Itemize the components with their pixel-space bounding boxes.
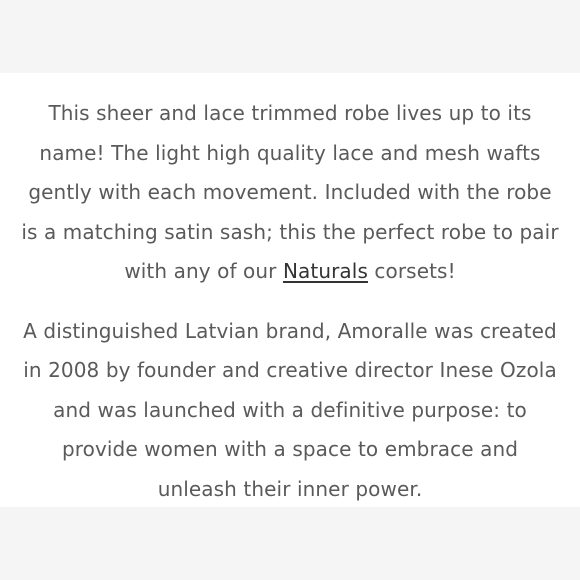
naturals-link[interactable]: Naturals [282,259,368,283]
bottom-background-band [0,507,580,580]
description-paragraph-2: A distinguished Latvian brand, Amoralle was created in 2008 by founder and creative director Inese Ozola and was launched with a definitive purpose: to provide women with a space to embrace and unleash their inner power. [23,318,557,501]
paragraph-1-text: This sheer and lace trimmed robe lives up to its name! The light high quality lace and mesh wafts gently with each movement. Included with the robe is a matching satin sash; this the perfect robe to pair with any of our [21,101,559,283]
paragraph-1-text-end: corsets! [367,259,456,283]
description-paragraph-1 [20,94,560,292]
product-description [0,73,580,507]
top-background-band [0,0,580,73]
